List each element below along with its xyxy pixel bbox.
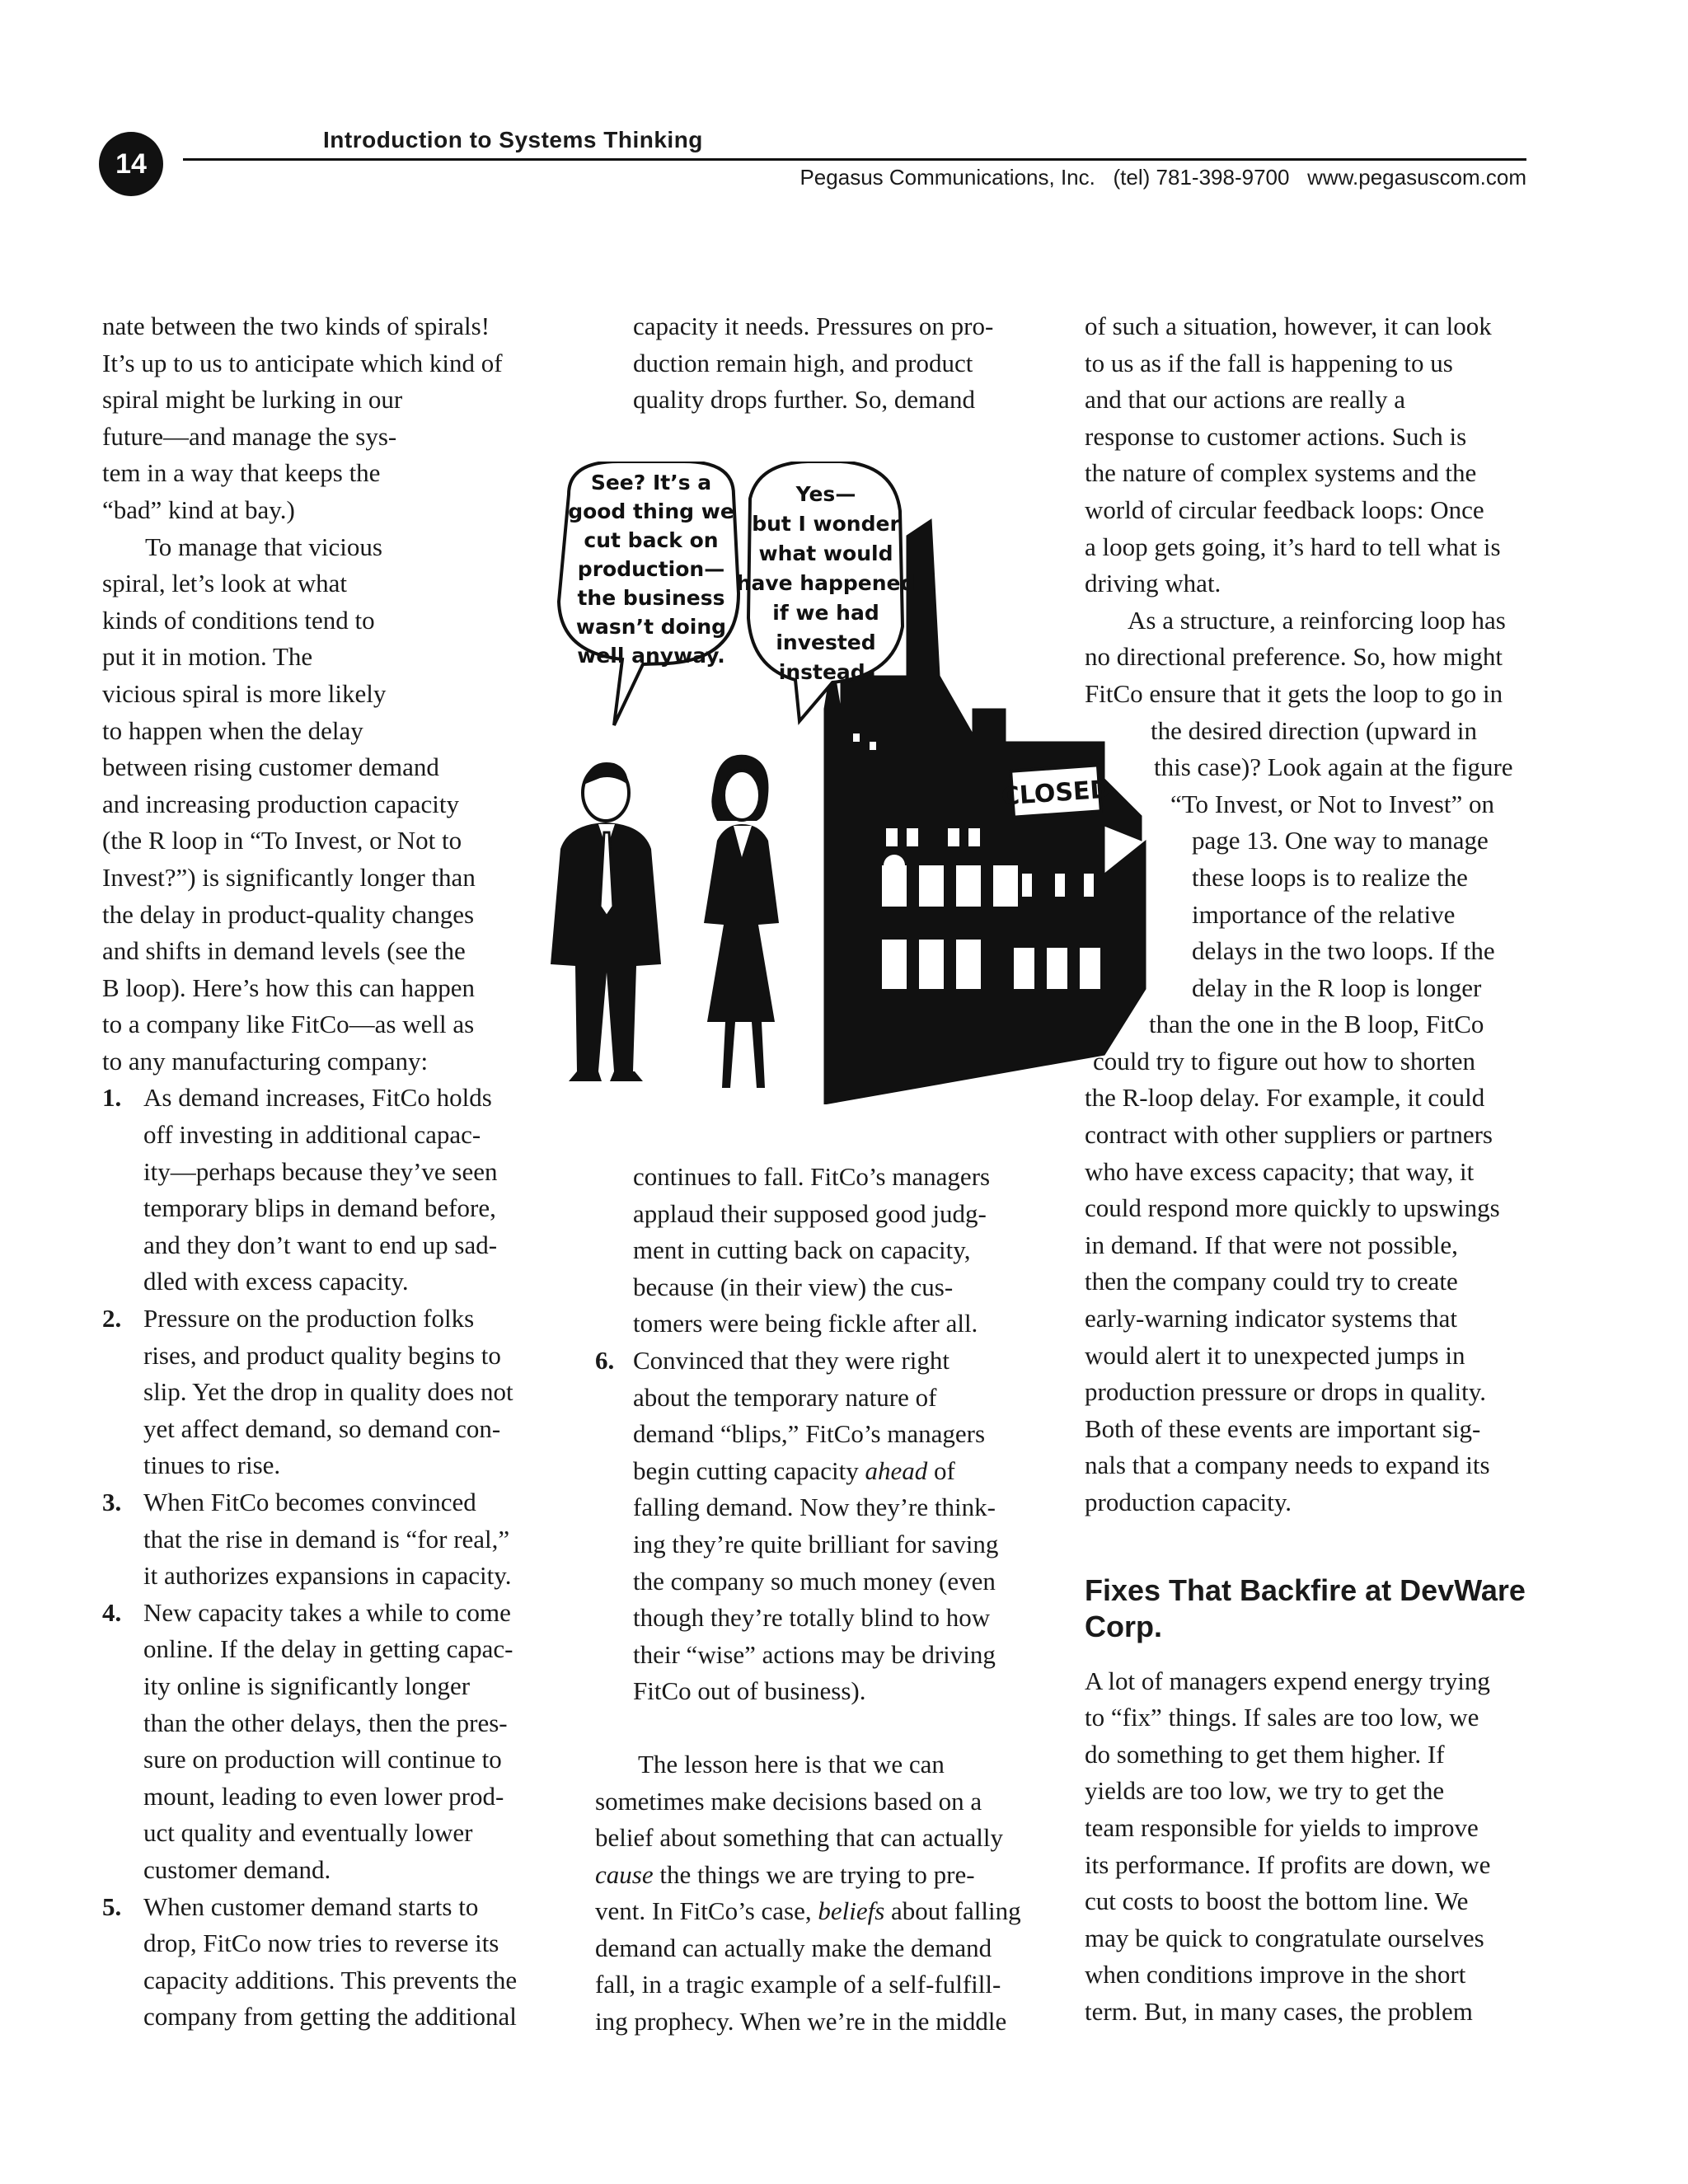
- text-line: spiral, let’s look at what: [102, 569, 348, 598]
- text-line: (the R loop in “To Invest, or Not to: [102, 826, 462, 855]
- text-line: mount, leading to even lower prod-: [143, 1781, 504, 1811]
- text-line: and they don’t want to end up sad-: [143, 1230, 498, 1259]
- text-line: yet affect demand, so demand con-: [143, 1413, 501, 1443]
- manager-man-figure: [551, 762, 661, 1081]
- bubble-right-line: Yes—: [795, 482, 856, 506]
- text-line: response to customer actions. Such is: [1085, 421, 1467, 451]
- text-line: the R-loop delay. For example, it could: [1085, 1083, 1485, 1113]
- text-line: company from getting the additional: [143, 2002, 517, 2032]
- text-line: uct quality and eventually lower: [143, 1818, 473, 1848]
- text-line: drop, FitCo now tries to reverse its: [143, 1929, 499, 1958]
- text-line: Pressure on the production folks: [143, 1304, 475, 1333]
- text-line: As a structure, a reinforcing loop has: [1128, 605, 1506, 635]
- text-line: falling demand. Now they’re think-: [633, 1493, 996, 1522]
- bubble-left-line: production—: [577, 557, 725, 581]
- text-line: online. If the delay in getting capac-: [143, 1634, 513, 1664]
- text-line: continues to fall. FitCo’s managers: [633, 1162, 991, 1191]
- text-line: delays in the two loops. If the: [1192, 936, 1495, 966]
- text-line: than the one in the B loop, FitCo: [1149, 1010, 1484, 1039]
- text-line: tinues to rise.: [143, 1451, 281, 1480]
- text-run: begin cutting capacity: [633, 1455, 865, 1485]
- page-number: 14: [99, 132, 163, 196]
- text-line: world of circular feedback loops: Once: [1085, 494, 1484, 524]
- heading-line: Fixes That Backfire at DevWare: [1085, 1572, 1526, 1607]
- text-line: [595, 1857, 1057, 1894]
- text-line: and shifts in demand levels (see the: [102, 936, 466, 966]
- text-line: FitCo ensure that it gets the loop to go in: [1085, 678, 1503, 708]
- text-line: Convinced that they were right: [633, 1345, 950, 1375]
- bubble-left-line: good thing we: [568, 499, 734, 523]
- text-line: capacity additions. This prevents the: [143, 1965, 518, 1994]
- text-run: vent. In FitCo’s case,: [595, 1896, 818, 1926]
- text-line: early-warning indicator systems that: [1085, 1304, 1457, 1333]
- text-line: its performance. If profits are down, we: [1085, 1849, 1491, 1879]
- text-line: kinds of conditions tend to: [102, 605, 375, 635]
- text-line: to happen when the delay: [102, 715, 363, 745]
- closed-sign-text: CLOSED: [1000, 775, 1112, 812]
- list-item: [102, 1595, 564, 1889]
- text-line: these loops is to realize the: [1192, 862, 1468, 892]
- text-line: and that our actions are really a: [1085, 385, 1406, 415]
- text-line: quality drops further. So, demand: [633, 385, 975, 415]
- text-line: ity online is significantly longer: [143, 1671, 471, 1700]
- text-line: To manage that vicious: [145, 532, 382, 561]
- text-line: who have excess capacity; that way, it: [1085, 1156, 1475, 1186]
- text-line: production capacity.: [1085, 1488, 1292, 1516]
- heading-line: Corp.: [1085, 1609, 1162, 1643]
- text-line: than the other delays, then the pres-: [143, 1708, 508, 1737]
- text-line: could respond more quickly to upswings: [1085, 1193, 1500, 1223]
- list-item: [102, 1889, 564, 2036]
- bubble-right-line: instead.: [778, 660, 874, 684]
- text-line: “bad” kind at bay.): [102, 494, 295, 524]
- list-item: [102, 1484, 564, 1595]
- text-line: when conditions improve in the short: [1085, 1960, 1466, 1990]
- bubble-right-line: have happened: [736, 571, 916, 595]
- list-item: [595, 1343, 1057, 1710]
- text-line: then the company could try to create: [1085, 1267, 1458, 1296]
- text-line: do something to get them higher. If: [1085, 1739, 1445, 1769]
- bubble-left-line: wasn’t doing: [575, 615, 727, 639]
- text-line: to a company like FitCo—as well as: [102, 1010, 475, 1039]
- text-line: It’s up to us to anticipate which kind of: [102, 348, 503, 377]
- section-heading: [1085, 1572, 1546, 1645]
- text-line: customer demand.: [143, 1854, 331, 1884]
- text-line: put it in motion. The: [102, 642, 313, 672]
- emphasis: cause: [595, 1859, 654, 1889]
- text-line: the company so much money (even: [633, 1566, 996, 1596]
- text-line: sometimes make decisions based on a: [595, 1786, 982, 1816]
- text-line: would alert it to unexpected jumps in: [1085, 1340, 1465, 1370]
- list-number: 4.: [102, 1597, 122, 1627]
- text-run: about falling: [884, 1896, 1021, 1926]
- text-line: [595, 1893, 1057, 1930]
- header-rule: [183, 158, 1526, 161]
- text-line: tomers were being fickle after all.: [633, 1309, 978, 1338]
- text-line: contract with other suppliers or partners: [1085, 1120, 1493, 1150]
- list-number: 2.: [102, 1304, 122, 1333]
- text-line: ing they’re quite brilliant for saving: [633, 1529, 999, 1558]
- text-line: no directional preference. So, how might: [1085, 642, 1503, 672]
- text-line: their “wise” actions may be driving: [633, 1639, 996, 1669]
- text-line: term. But, in many cases, the problem: [1085, 1996, 1473, 2026]
- list-number: 1.: [102, 1083, 122, 1113]
- text-line: ing prophecy. When we’re in the middle: [595, 2007, 1007, 2036]
- text-line: “To Invest, or Not to Invest” on: [1170, 789, 1494, 818]
- text-line: dled with excess capacity.: [143, 1267, 409, 1296]
- bubble-right-line: if we had: [772, 601, 879, 625]
- text-line: cut costs to boost the bottom line. We: [1085, 1886, 1469, 1916]
- text-line: The lesson here is that we can: [638, 1749, 945, 1779]
- bubble-left-line: See? It’s a: [590, 471, 712, 494]
- cartoon-illustration: [445, 462, 1170, 1104]
- text-line: in demand. If that were not possible,: [1085, 1230, 1458, 1259]
- text-line: Invest?”) is significantly longer than: [102, 862, 476, 892]
- bubble-left-line: well anyway.: [577, 644, 725, 668]
- fixes-paragraph: [1085, 1663, 1546, 2031]
- bubble-left-line: cut back on: [584, 528, 719, 552]
- text-line: applaud their supposed good judg-: [633, 1198, 987, 1228]
- text-line: ment in cutting back on capacity,: [633, 1235, 971, 1265]
- text-line: [633, 1453, 1057, 1490]
- list-number: 3.: [102, 1488, 122, 1516]
- text-line: this case)? Look again at the figure: [1154, 752, 1513, 782]
- column-2-bottom: [595, 1159, 1057, 2041]
- text-line: slip. Yet the drop in quality does not: [143, 1377, 513, 1407]
- text-line: temporary blips in demand before,: [143, 1193, 496, 1223]
- text-line: delay in the R loop is longer: [1192, 972, 1482, 1002]
- text-line: importance of the relative: [1192, 899, 1456, 929]
- lesson-paragraph: [595, 1746, 1057, 2041]
- numbered-list: [102, 1080, 564, 2035]
- text-line: capacity it needs. Pressures on pro-: [633, 312, 994, 340]
- text-line: to “fix” things. If sales are too low, we: [1085, 1703, 1479, 1732]
- text-line: that the rise in demand is “for real,”: [143, 1524, 510, 1554]
- text-line: the delay in product-quality changes: [102, 899, 475, 929]
- text-line: the desired direction (upward in: [1151, 715, 1477, 745]
- bubble-right-line: but I wonder: [752, 512, 900, 536]
- text-line: driving what.: [1085, 569, 1221, 598]
- text-line: Both of these events are important sig-: [1085, 1413, 1481, 1443]
- emphasis: ahead: [865, 1455, 928, 1485]
- text-line: though they’re totally blind to how: [633, 1603, 991, 1633]
- text-line: tem in a way that keeps the: [102, 458, 381, 488]
- bubble-left-line: the business: [577, 586, 725, 610]
- text-line: When FitCo becomes convinced: [143, 1488, 476, 1516]
- book-title: Introduction to Systems Thinking: [323, 127, 703, 152]
- list-number: 5.: [102, 1891, 122, 1921]
- text-paragraph: [633, 308, 1062, 419]
- text-line: production pressure or drops in quality.: [1085, 1377, 1487, 1407]
- text-line: belief about something that can actually: [595, 1823, 1003, 1853]
- text-line: and increasing production capacity: [102, 789, 459, 818]
- text-line: duction remain high, and product: [633, 348, 973, 377]
- text-run: the things we are trying to pre-: [653, 1859, 975, 1889]
- text-line: New capacity takes a while to come: [143, 1597, 511, 1627]
- text-line: sure on production will continue to: [143, 1745, 502, 1774]
- bubble-right-line: invested: [776, 630, 876, 654]
- text-line: about the temporary nature of: [633, 1382, 937, 1412]
- text-line: fall, in a tragic example of a self-fulfill-: [595, 1970, 1001, 1999]
- text-line: could try to figure out how to shorten: [1093, 1046, 1476, 1076]
- column-2-top: [633, 308, 1062, 419]
- list-item: [102, 1080, 564, 1301]
- publisher-contact: Pegasus Communications, Inc. (tel) 781-398-9700 www.pegasuscom.com: [799, 165, 1526, 190]
- text-line: FitCo out of business).: [633, 1676, 866, 1706]
- text-line: off investing in additional capac-: [143, 1120, 481, 1150]
- text-line: to us as if the fall is happening to us: [1085, 348, 1453, 377]
- text-line: of such a situation, however, it can look: [1085, 312, 1492, 340]
- text-line: demand “blips,” FitCo’s managers: [633, 1419, 986, 1449]
- text-line: may be quick to congratulate ourselves: [1085, 1923, 1484, 1952]
- manager-woman-figure: [704, 755, 779, 1088]
- text-line: it authorizes expansions in capacity.: [143, 1561, 512, 1591]
- text-line: ity—perhaps because they’ve seen: [143, 1156, 498, 1186]
- text-line: demand can actually make the demand: [595, 1933, 992, 1962]
- text-line: nals that a company needs to expand its: [1085, 1451, 1490, 1480]
- speech-bubble-left: [559, 462, 738, 725]
- text-run: of: [927, 1455, 955, 1485]
- list-continuation: [595, 1159, 1057, 1343]
- text-line: A lot of managers expend energy trying: [1085, 1666, 1490, 1695]
- text-line: because (in their view) the cus-: [633, 1272, 954, 1301]
- list-item: [102, 1301, 564, 1484]
- text-line: spiral might be lurking in our: [102, 385, 403, 415]
- text-line: page 13. One way to manage: [1192, 826, 1489, 855]
- numbered-list: [595, 1343, 1057, 1710]
- text-line: the nature of complex systems and the: [1085, 458, 1477, 488]
- bubble-right-line: what would: [758, 541, 893, 565]
- text-line: rises, and product quality begins to: [143, 1340, 501, 1370]
- emphasis: beliefs: [818, 1896, 885, 1926]
- text-line: future—and manage the sys-: [102, 421, 397, 451]
- text-line: between rising customer demand: [102, 752, 439, 782]
- text-line: B loop). Here’s how this can happen: [102, 972, 475, 1002]
- list-number: 6.: [595, 1345, 615, 1375]
- text-line: As demand increases, FitCo holds: [143, 1083, 492, 1113]
- text-line: vicious spiral is more likely: [102, 678, 387, 708]
- text-line: to any manufacturing company:: [102, 1046, 429, 1076]
- text-line: yields are too low, we try to get the: [1085, 1776, 1445, 1806]
- text-line: a loop gets going, it’s hard to tell what is: [1085, 532, 1501, 561]
- text-line: team responsible for yields to improve: [1085, 1812, 1479, 1842]
- text-line: When customer demand starts to: [143, 1891, 479, 1921]
- text-line: nate between the two kinds of spirals!: [102, 312, 490, 340]
